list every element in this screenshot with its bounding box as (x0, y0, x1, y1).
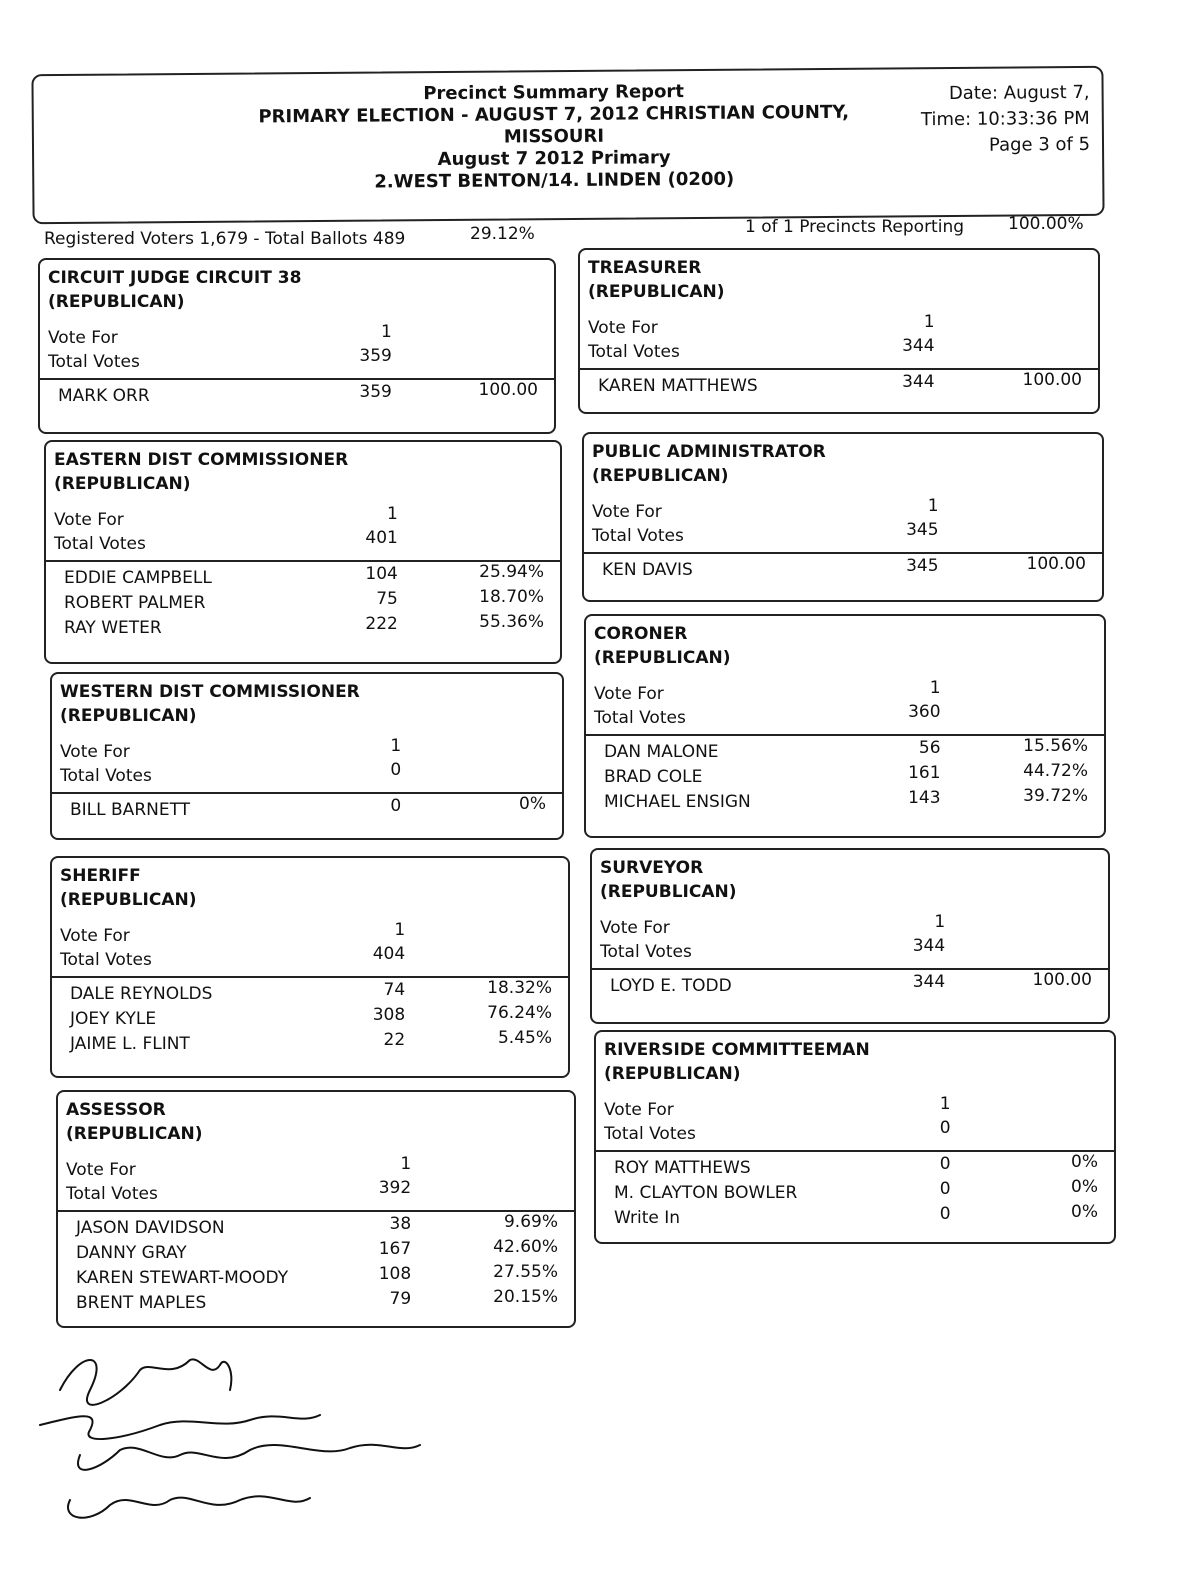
total-votes-value: 401 (365, 528, 398, 548)
precincts-reporting: 1 of 1 Precincts Reporting (745, 217, 965, 237)
page-number: Page 3 of 5 (988, 133, 1091, 156)
vote-for-label: Vote For (54, 510, 124, 530)
candidate-percent: 76.24% (487, 1003, 552, 1023)
candidate-name: LOYD E. TODD (610, 976, 732, 996)
contest-assessor (56, 1090, 576, 1328)
reporting-pct: 100.00% (1008, 214, 1084, 234)
candidate-name: KAREN MATTHEWS (598, 376, 758, 396)
candidate-name: MARK ORR (58, 386, 150, 406)
office-name: ASSESSOR (66, 1100, 166, 1120)
candidate-percent: 0% (1071, 1202, 1098, 1222)
vote-for-label: Vote For (48, 328, 118, 348)
registered-voters: Registered Voters 1,679 - Total Ballots 489 (44, 229, 406, 249)
candidate-percent: 15.56% (1023, 736, 1088, 756)
candidate-name: JAIME L. FLINT (70, 1034, 190, 1054)
report-time: Time: 10:33:36 PM (920, 107, 1090, 131)
party-name: (REPUBLICAN) (594, 648, 731, 668)
vote-for-value: 1 (927, 496, 939, 516)
total-votes-label: Total Votes (588, 342, 680, 362)
office-name: TREASURER (588, 258, 702, 278)
vote-for-label: Vote For (60, 926, 130, 946)
candidate-votes: 108 (378, 1264, 412, 1284)
candidate-name: DALE REYNOLDS (70, 984, 213, 1004)
office-name: PUBLIC ADMINISTRATOR (592, 442, 826, 462)
contest-title (588, 256, 724, 304)
candidate-votes: 38 (389, 1214, 412, 1234)
contest-title (604, 1038, 870, 1086)
contest-title (66, 1098, 202, 1146)
candidate-votes: 143 (908, 788, 941, 808)
vote-for-label: Vote For (604, 1100, 674, 1120)
candidate-percent: 5.45% (497, 1028, 552, 1048)
party-name: (REPUBLICAN) (600, 882, 737, 902)
contest-sheriff (50, 856, 570, 1078)
vote-for-label: Vote For (600, 918, 670, 938)
candidate-percent: 25.94% (479, 562, 544, 582)
total-votes-value: 360 (908, 702, 941, 722)
total-votes-label: Total Votes (60, 766, 152, 786)
candidate-votes: 167 (378, 1239, 412, 1259)
total-votes-label: Total Votes (594, 708, 686, 728)
header-meta (921, 80, 1090, 159)
vote-for-value: 1 (400, 1154, 412, 1174)
candidate-votes: 0 (939, 1204, 951, 1224)
turnout-pct: 29.12% (470, 224, 535, 244)
candidate-votes: 56 (918, 738, 941, 758)
total-votes-label: Total Votes (66, 1184, 158, 1204)
candidate-name: ROY MATTHEWS (614, 1158, 751, 1178)
contest-western-dist-commissioner (50, 672, 564, 840)
total-votes-value: 0 (939, 1118, 951, 1138)
candidate-name: MICHAEL ENSIGN (604, 792, 751, 812)
candidate-percent: 39.72% (1023, 786, 1088, 806)
candidate-votes: 75 (376, 589, 398, 609)
candidate-votes: 344 (912, 972, 946, 992)
candidate-votes: 22 (383, 1030, 406, 1050)
candidate-name: KEN DAVIS (602, 560, 693, 580)
total-votes-value: 0 (390, 760, 402, 780)
office-name: RIVERSIDE COMMITTEEMAN (604, 1040, 870, 1060)
party-name: (REPUBLICAN) (54, 474, 191, 494)
candidate-percent: 100.00 (1026, 554, 1086, 574)
contest-title (592, 440, 826, 488)
vote-for-value: 1 (390, 736, 402, 756)
candidate-percent: 20.15% (493, 1287, 558, 1307)
report-date: Date: August 7, (948, 81, 1090, 105)
candidate-percent: 42.60% (493, 1237, 558, 1257)
candidate-name: DAN MALONE (604, 742, 719, 762)
candidate-name: JASON DAVIDSON (76, 1218, 225, 1238)
party-name: (REPUBLICAN) (604, 1064, 741, 1084)
party-name: (REPUBLICAN) (588, 282, 725, 302)
party-name: (REPUBLICAN) (48, 292, 185, 312)
contest-circuit-judge-circuit-38 (38, 258, 556, 434)
candidate-name: BILL BARNETT (70, 800, 191, 820)
contest-title (600, 856, 736, 904)
candidate-percent: 100.00 (1032, 970, 1092, 990)
report-header (31, 66, 1104, 224)
candidate-votes: 104 (365, 564, 398, 584)
candidate-name: BRAD COLE (604, 767, 703, 787)
vote-for-label: Vote For (66, 1160, 136, 1180)
candidate-percent: 100.00 (478, 380, 538, 400)
contest-title (48, 266, 301, 314)
candidate-percent: 0% (1071, 1177, 1098, 1197)
candidate-votes: 359 (359, 382, 392, 402)
total-votes-value: 344 (912, 936, 946, 956)
candidate-name: RAY WETER (64, 618, 162, 638)
candidate-percent: 44.72% (1023, 761, 1088, 781)
candidate-votes: 345 (906, 556, 939, 576)
office-name: CORONER (594, 624, 688, 644)
vote-for-label: Vote For (592, 502, 662, 522)
candidate-percent: 27.55% (493, 1262, 558, 1282)
candidate-votes: 74 (383, 980, 406, 1000)
party-name: (REPUBLICAN) (60, 706, 197, 726)
vote-for-value: 1 (934, 912, 946, 932)
candidate-name: JOEY KYLE (70, 1009, 157, 1029)
office-name: EASTERN DIST COMMISSIONER (54, 450, 349, 470)
contest-surveyor (590, 848, 1110, 1024)
precinct-name: 2.WEST BENTON/14. LINDEN (0200) (374, 168, 735, 193)
contest-eastern-dist-commissioner (44, 440, 562, 664)
vote-for-value: 1 (394, 920, 406, 940)
candidate-percent: 18.32% (487, 978, 552, 998)
contest-title (60, 680, 360, 728)
total-votes-label: Total Votes (600, 942, 692, 962)
candidate-name: M. CLAYTON BOWLER (614, 1183, 798, 1203)
total-votes-label: Total Votes (54, 534, 146, 554)
office-name: SHERIFF (60, 866, 141, 886)
contest-treasurer (578, 248, 1100, 414)
contest-public-administrator (582, 432, 1104, 602)
candidate-name: EDDIE CAMPBELL (64, 568, 212, 588)
total-votes-value: 404 (372, 944, 406, 964)
vote-for-value: 1 (387, 504, 398, 524)
candidate-percent: 100.00 (1022, 370, 1082, 390)
header-titles (234, 80, 875, 195)
vote-for-label: Vote For (60, 742, 130, 762)
total-votes-value: 392 (378, 1178, 412, 1198)
candidate-percent: 18.70% (479, 587, 544, 607)
office-name: SURVEYOR (600, 858, 704, 878)
candidate-votes: 308 (372, 1005, 406, 1025)
candidate-name: Write In (614, 1208, 681, 1228)
candidate-votes: 0 (939, 1154, 951, 1174)
candidate-votes: 222 (365, 614, 398, 634)
contest-title (60, 864, 196, 912)
total-votes-value: 345 (906, 520, 939, 540)
total-votes-value: 344 (902, 336, 935, 356)
candidate-votes: 0 (939, 1179, 951, 1199)
vote-for-value: 1 (939, 1094, 951, 1114)
office-name: WESTERN DIST COMMISSIONER (60, 682, 360, 702)
election-name: PRIMARY ELECTION - AUGUST 7, 2012 CHRISTIAN COUNTY, (258, 101, 850, 128)
candidate-percent: 55.36% (479, 612, 544, 632)
contest-title (54, 448, 348, 496)
candidate-votes: 79 (389, 1289, 412, 1309)
party-name: (REPUBLICAN) (60, 890, 197, 910)
contest-riverside-committeeman (594, 1030, 1116, 1244)
total-votes-label: Total Votes (48, 352, 140, 372)
report-title: Precinct Summary Report (423, 81, 684, 105)
candidate-name: DANNY GRAY (76, 1243, 187, 1263)
vote-for-label: Vote For (588, 318, 658, 338)
vote-for-value: 1 (929, 678, 941, 698)
candidate-name: ROBERT PALMER (64, 593, 206, 613)
office-name: CIRCUIT JUDGE CIRCUIT 38 (48, 268, 302, 288)
vote-for-value: 1 (923, 312, 935, 332)
total-votes-label: Total Votes (60, 950, 152, 970)
vote-for-value: 1 (381, 322, 392, 342)
contest-coroner (584, 614, 1106, 838)
party-name: (REPUBLICAN) (66, 1124, 203, 1144)
candidate-votes: 161 (908, 763, 941, 783)
total-votes-label: Total Votes (592, 526, 684, 546)
total-votes-value: 359 (359, 346, 392, 366)
candidate-percent: 0% (519, 794, 546, 814)
candidate-percent: 0% (1071, 1152, 1098, 1172)
contest-title (594, 622, 730, 670)
candidate-name: BRENT MAPLES (76, 1293, 207, 1313)
candidate-votes: 0 (390, 796, 402, 816)
candidate-percent: 9.69% (503, 1212, 558, 1232)
election-state: MISSOURI (503, 125, 605, 148)
party-name: (REPUBLICAN) (592, 466, 729, 486)
total-votes-label: Total Votes (604, 1124, 696, 1144)
vote-for-label: Vote For (594, 684, 664, 704)
handwritten-signatures-icon (20, 1330, 440, 1540)
election-subtitle: August 7 2012 Primary (437, 147, 671, 171)
candidate-votes: 344 (902, 372, 935, 392)
candidate-name: KAREN STEWART-MOODY (76, 1268, 289, 1288)
